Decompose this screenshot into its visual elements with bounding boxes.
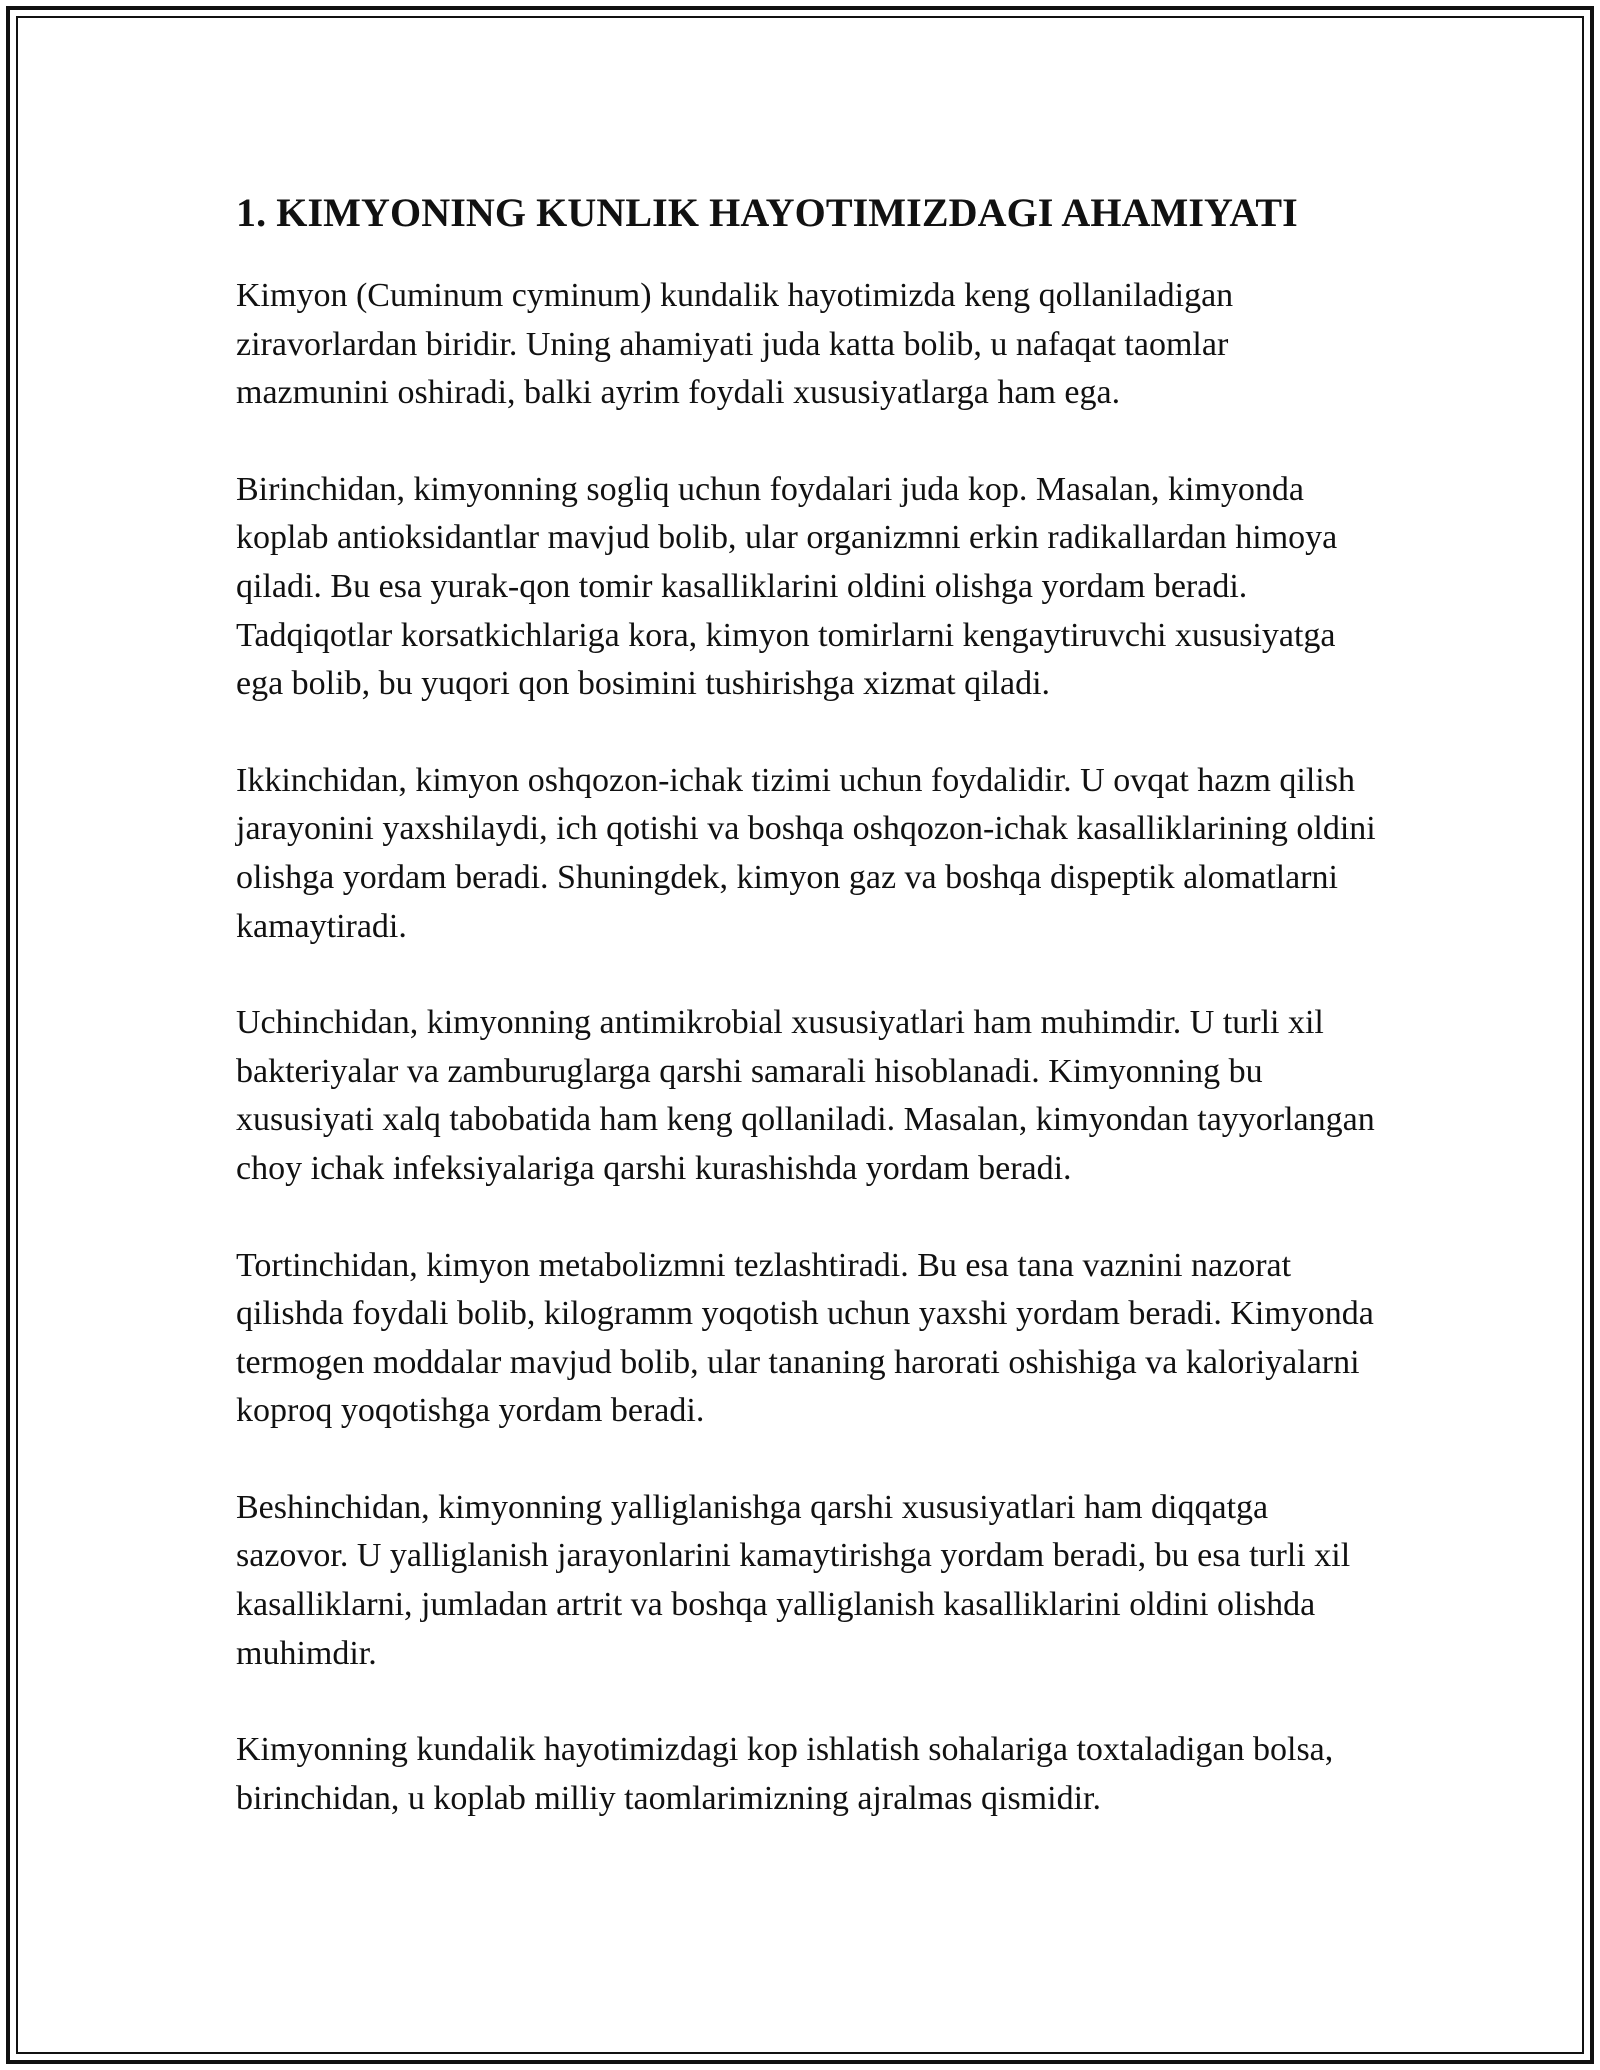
paragraph-second-benefit: Ikkinchidan, kimyon oshqozon-ichak tizimi uchun foydalidir. U ovqat hazm qilish jarayonini yaxshilaydi, ich qotishi va boshqa oshqozon-ichak kasalliklarining oldini olishga yordam beradi. Shuningdek, kimyon gaz va boshqa dispeptik alomatlarni kamaytiradi. xyxy=(236,761,1376,945)
paragraph-intro: Kimyon (Cuminum cyminum) kundalik hayotimizda keng qollaniladigan ziravorlardan biridir. Uning ahamiyati juda katta bolib, u nafaqat taomlar mazmunini oshiradi, balki ayrim foydali xususiyatlarga ham ega. xyxy=(236,277,1234,412)
paragraph-fifth-benefit: Beshinchidan, kimyonning yalliglanishga qarshi xususiyatlari ham diqqatga sazovor. U yalliglanish jarayonlarini kamaytirishga yordam beradi, bu esa turli xil kasalliklarni, jumladan artrit va boshqa yalliglanish kasalliklarini oldini olishda muhimdir. xyxy=(236,1488,1351,1672)
paragraph-daily-use: Kimyonning kundalik hayotimizdagi kop ishlatish sohalariga toxtaladigan bolsa, birinchidan, u koplab milliy taomlarimizning ajralmas qismidir. xyxy=(236,1731,1334,1817)
paragraph-first-benefit: Birinchidan, kimyonning sogliq uchun foydalari juda kop. Masalan, kimyonda koplab antioksidantlar mavjud bolib, ular organizmni erkin radikallardan himoya qiladi. Bu esa yurak-qon tomir kasalliklarini oldini olishga yordam beradi. Tadqiqotlar korsatkichlariga kora, kimyon tomirlarni kengaytiruvchi xususiyatga ega bolib, bu yuqori qon bosimini tushirishga xizmat qiladi. xyxy=(236,470,1338,703)
document-body xyxy=(236,184,1376,1871)
paragraph-third-benefit: Uchinchidan, kimyonning antimikrobial xususiyatlari ham muhimdir. U turli xil bakteriyalar va zamburuglarga qarshi samarali hisoblanadi. Kimyonning bu xususiyati xalq tabobatida ham keng qollaniladi. Masalan, kimyondan tayyorlangan choy ichak infeksiyalariga qarshi kurashishda yordam beradi. xyxy=(236,1004,1375,1187)
paragraph-fourth-benefit: Tortinchidan, kimyon metabolizmni tezlashtiradi. Bu esa tana vaznini nazorat qilishda foydali bolib, kilogramm yoqotish uchun yaxshi yordam beradi. Kimyonda termogen moddalar mavjud bolib, ular tananing harorati oshishiga va kaloriyalarni koproq yoqotishga yordam beradi. xyxy=(236,1246,1374,1430)
page-title: 1. KIMYONING KUNLIK HAYOTIMIZDAGI AHAMIYATI xyxy=(236,190,1298,235)
